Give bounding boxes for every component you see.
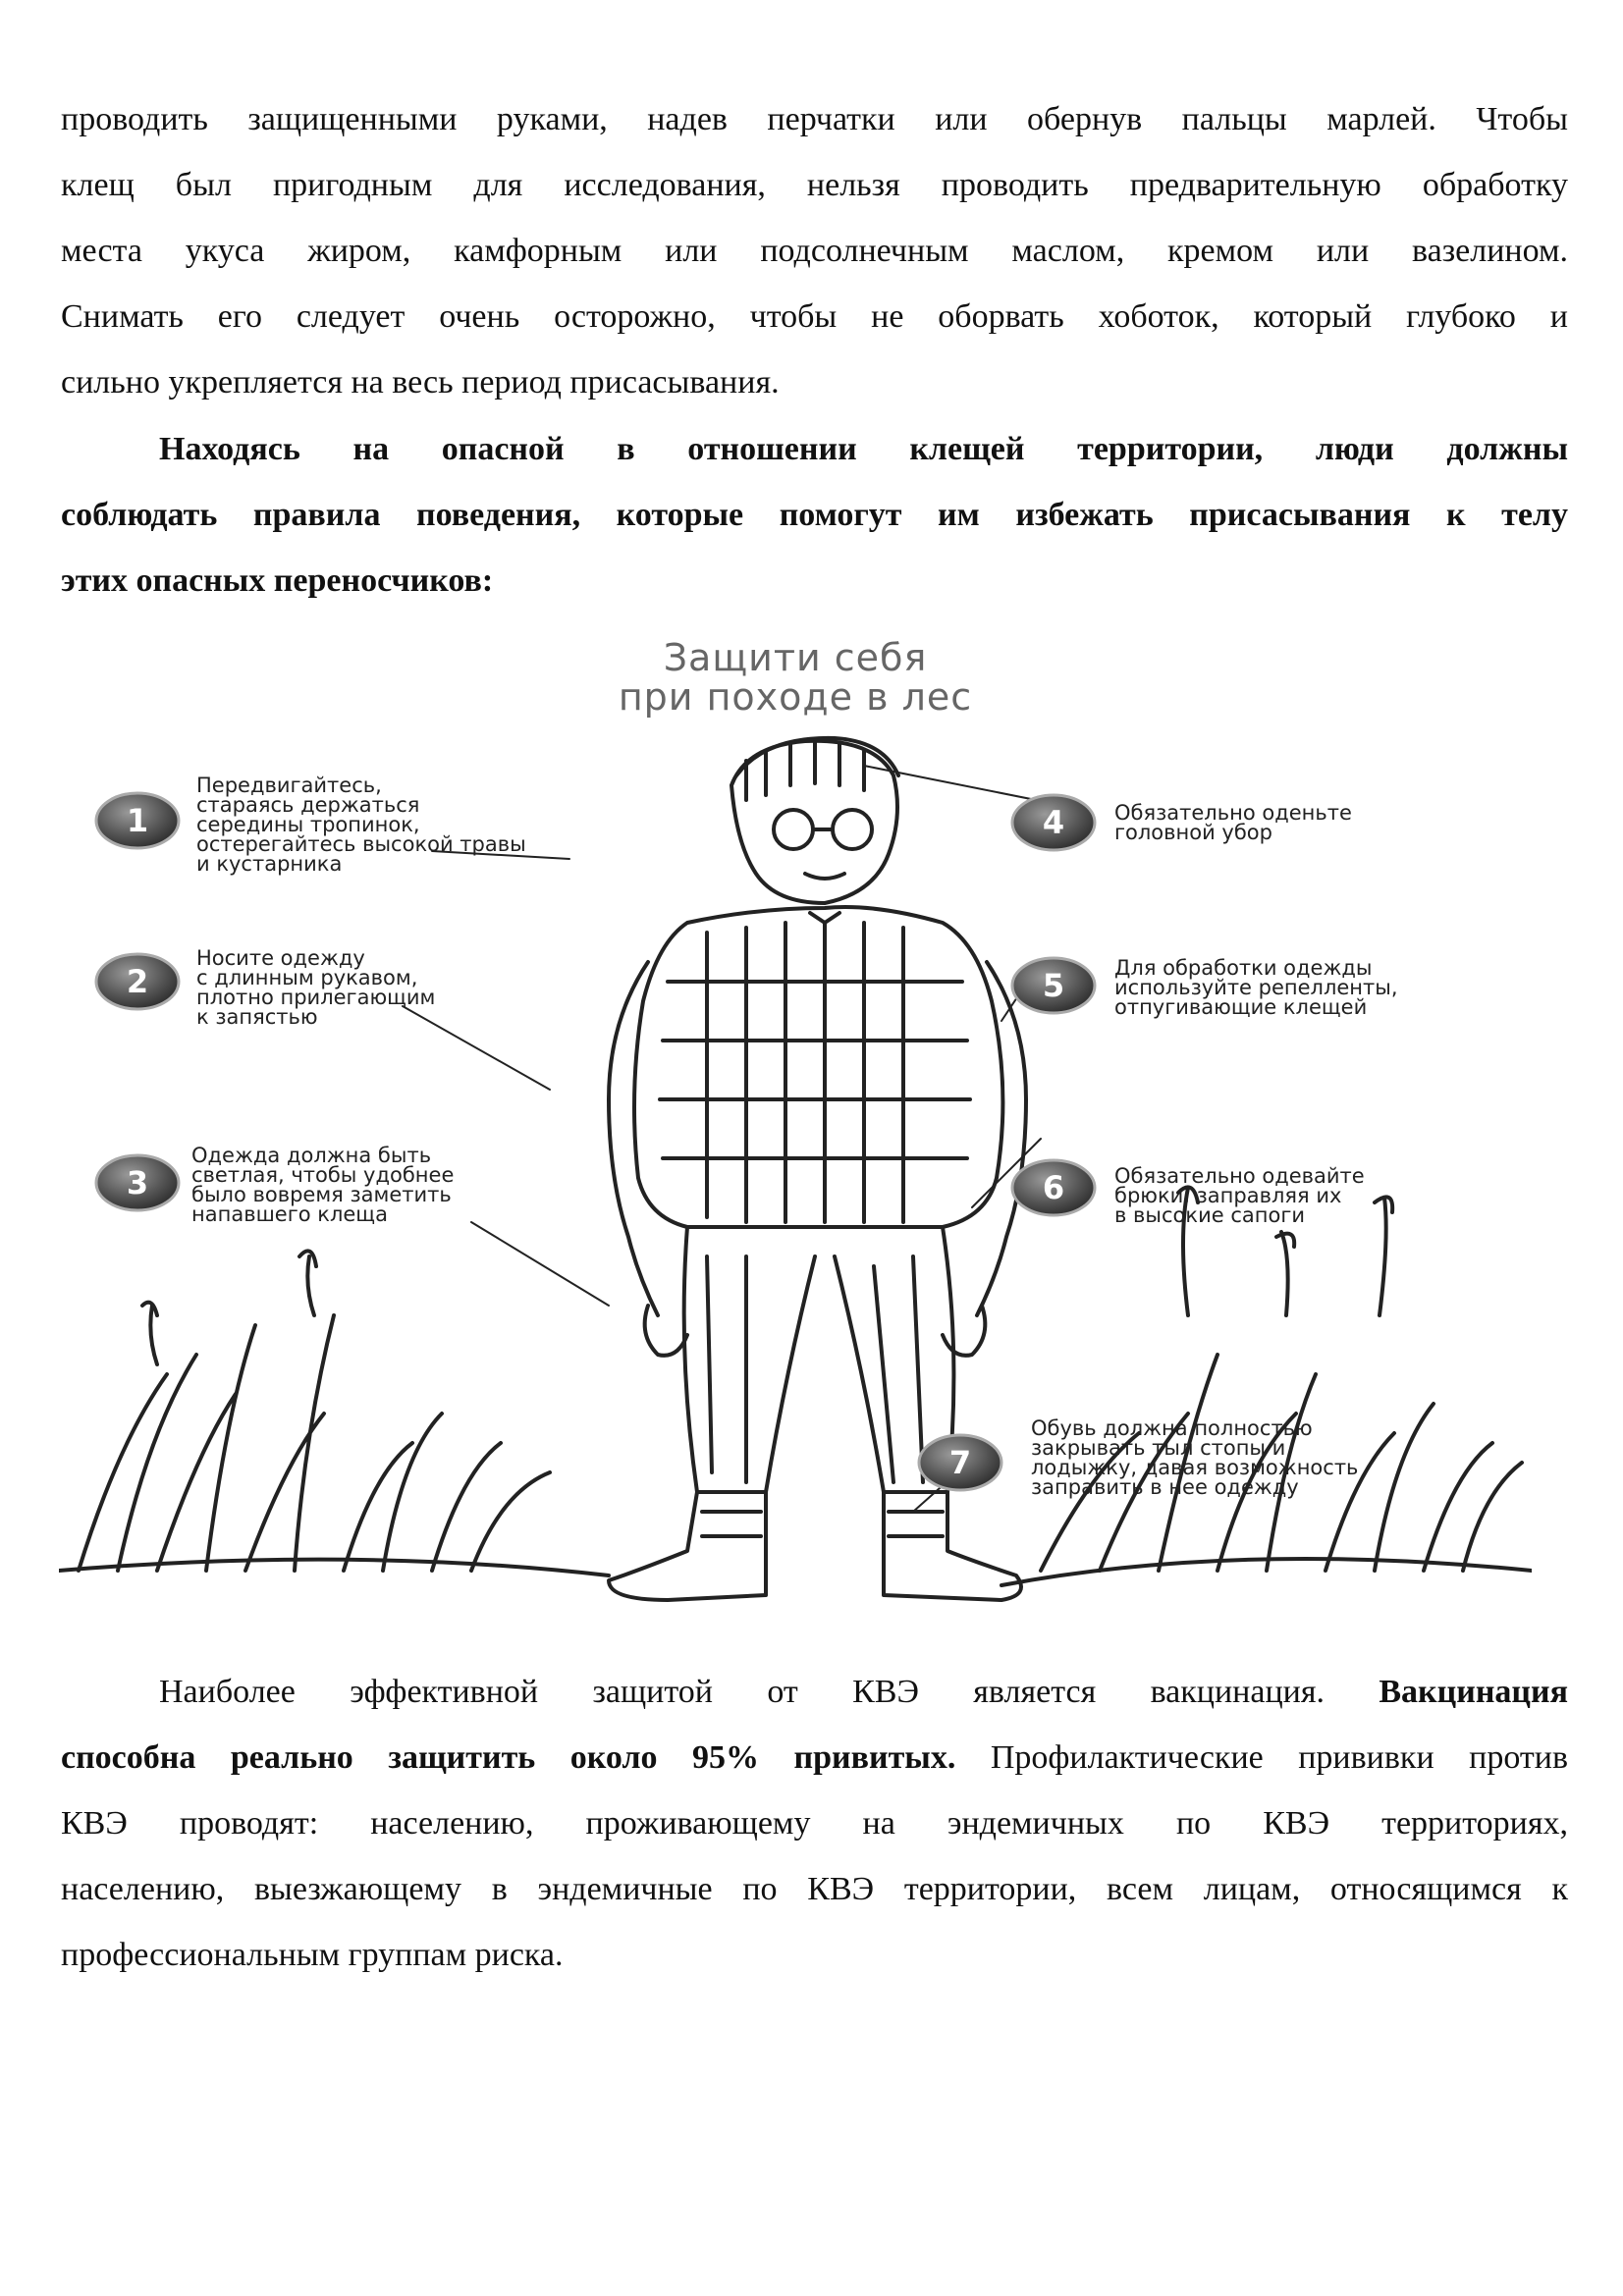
text-line: профессиональным группам риска.: [61, 1937, 564, 1973]
badge-number: 6: [1042, 1169, 1065, 1206]
paragraph-tick-removal: [61, 86, 1568, 415]
tip-6-text: Обязательно одевайте брюки, заправляя их в высокие сапоги: [1114, 1164, 1365, 1227]
badge-number: 7: [948, 1444, 972, 1481]
text-line: места укуса жиром, камфорным или подсолнечным маслом, кремом или вазелином.: [61, 233, 1568, 269]
badge-number: 1: [126, 802, 149, 839]
figure-title-line1: Защити себя: [663, 636, 928, 679]
text-line: [61, 1659, 1568, 1725]
badge-6: [1011, 1159, 1096, 1216]
text-line: Находясь на опасной в отношении клещей территории, люди должны: [159, 431, 1568, 467]
tip-1-text: Передвигайтесь, стараясь держаться середины тропинок, остерегайтесь высокой травы и кустарника: [196, 774, 526, 876]
tip-7-text: Обувь должна полностью закрывать тыл стопы и лодыжку, давая возможность заправить в нее одежду: [1031, 1416, 1359, 1499]
figure-title-line2: при походе в лес: [618, 675, 973, 719]
text-normal: Профилактические прививки против: [955, 1739, 1569, 1776]
badge-shapes: [96, 793, 1095, 1490]
tip-2-text: Носите одежду с длинным рукавом, плотно прилегающим к запястью: [196, 946, 436, 1029]
badge-2: [95, 953, 180, 1010]
paragraph-behavior-rules: [61, 416, 1568, 614]
text-line: проводить защищенными руками, надев перчатки или обернув пальцы марлей. Чтобы: [61, 101, 1568, 137]
protection-illustration: [59, 628, 1532, 1620]
text-line: соблюдать правила поведения, которые помогут им избежать присасывания к телу: [61, 497, 1568, 533]
text-bold: Вакцинация: [1379, 1674, 1568, 1710]
text-line: сильно укрепляется на весь период присасывания.: [61, 364, 780, 400]
badge-number: 4: [1042, 804, 1065, 841]
text-line: этих опасных переносчиков:: [61, 562, 494, 599]
text-line: Снимать его следует очень осторожно, чтобы не оборвать хоботок, который глубоко и: [61, 298, 1568, 335]
badge-5: [1011, 957, 1096, 1014]
paragraph-vaccination: [61, 1659, 1568, 1988]
tip-5-text: Для обработки одежды используйте репелленты, отпугивающие клещей: [1114, 956, 1398, 1019]
badge-3: [95, 1154, 180, 1211]
badge-1: [95, 792, 180, 849]
text-normal: Наиболее эффективной защитой от КВЭ является вакцинация.: [159, 1674, 1380, 1710]
badge-number: 3: [126, 1164, 149, 1201]
badge-4: [1011, 794, 1096, 851]
text-line: [61, 1725, 1568, 1790]
tip-3-text: Одежда должна быть светлая, чтобы удобнее было вовремя заметить напавшего клеща: [191, 1144, 455, 1226]
badge-7: [918, 1434, 1002, 1491]
text-line: клещ был пригодным для исследования, нельзя проводить предварительную обработку: [61, 167, 1568, 203]
tip-4-text: Обязательно оденьте головной убор: [1114, 801, 1352, 844]
text-line: населению, выезжающему в эндемичные по КВЭ территории, всем лицам, относящимся к: [61, 1871, 1568, 1907]
badge-number: 5: [1042, 967, 1065, 1004]
text-bold: способна реально защитить около 95% привитых.: [61, 1739, 956, 1776]
badge-number: 2: [126, 963, 149, 1000]
text-line: КВЭ проводят: населению, проживающему на эндемичных по КВЭ территориях,: [61, 1805, 1568, 1842]
